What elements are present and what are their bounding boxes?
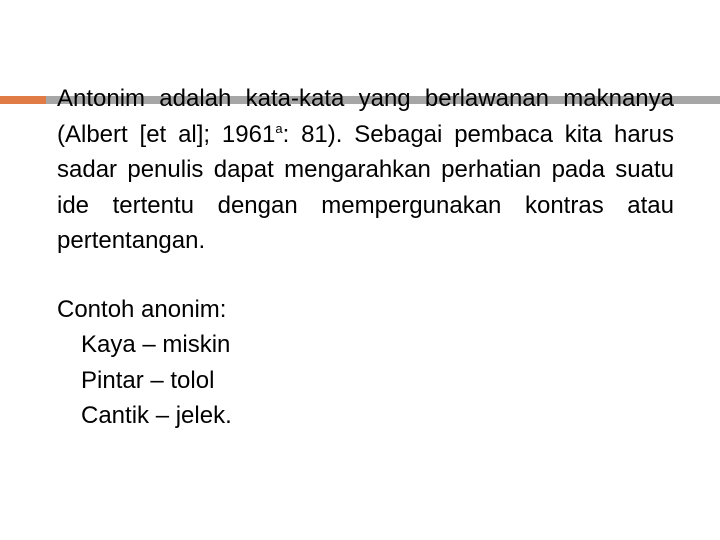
examples-block [57, 292, 674, 434]
citation-superscript: a [275, 120, 283, 136]
examples-heading: Contoh anonim: [57, 295, 227, 323]
antonym-definition-paragraph [57, 81, 674, 259]
slide-content [57, 81, 674, 434]
example-item: Kaya – miskin [81, 331, 231, 358]
example-item: Cantik – jelek. [81, 402, 232, 429]
paragraph-text-part-2: : 81). Sebagai pembaca kita harus sadar penulis dapat mengarahkan perhatian pada suatu ide tertentu dengan mempergunakan kontras atau pertentangan. [57, 120, 675, 254]
example-item: Pintar – tolol [81, 366, 215, 394]
accent-bar [0, 96, 46, 104]
paragraph-text-part-1: Antonim adalah kata-kata yang berlawanan maknanya (Albert [et al]; 1961 [57, 85, 674, 148]
